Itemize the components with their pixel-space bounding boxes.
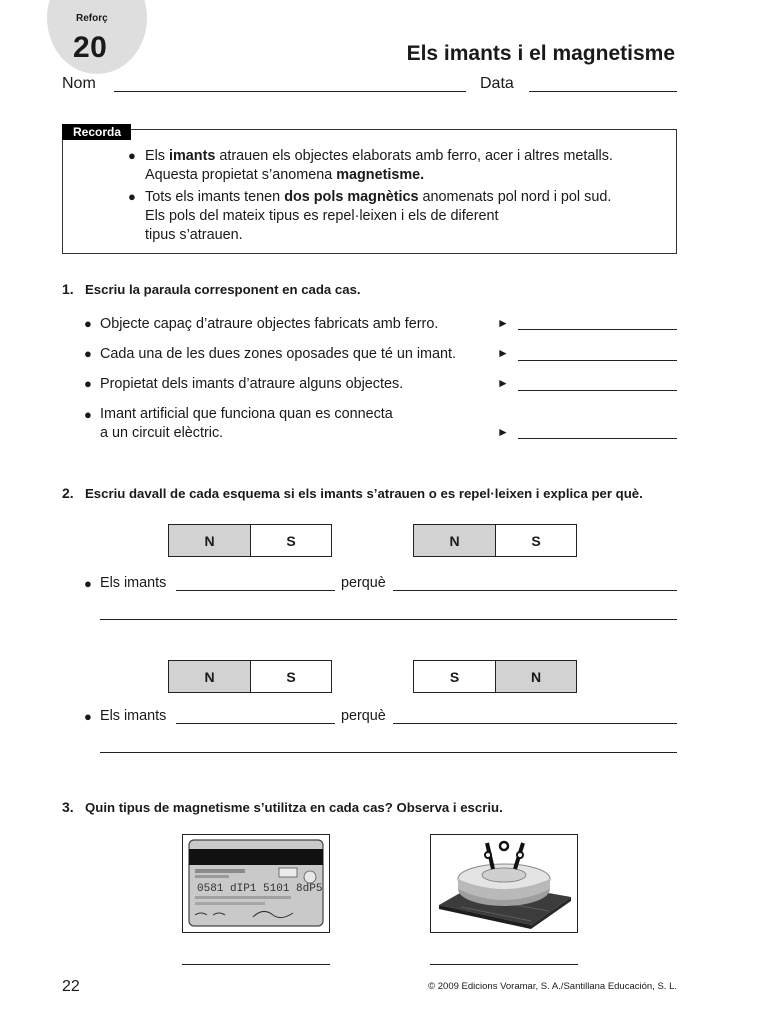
card-number: 0581 dIP1 5101 8dP5 — [197, 883, 323, 895]
bullet-icon: ● — [84, 709, 92, 724]
because-label: perquè — [341, 708, 386, 724]
magnet-diagram — [168, 660, 332, 693]
magnet-pole: S — [495, 525, 576, 556]
electromagnet-crane-picture — [430, 834, 578, 933]
remember-tag: Recorda — [62, 124, 131, 140]
section-label: Reforç — [76, 13, 108, 24]
bullet-icon: ● — [84, 346, 92, 361]
arrow-icon: ► — [497, 316, 509, 330]
answer-line[interactable] — [430, 964, 578, 965]
question-text: Escriu la paraula corresponent en cada cas. — [85, 282, 361, 297]
answer-line[interactable] — [176, 723, 335, 724]
bullet-icon: ● — [84, 407, 92, 422]
question-text: Quin tipus de magnetisme s’utilitza en cada cas? Observa i escriu. — [85, 800, 503, 815]
bullet-icon: ● — [84, 576, 92, 591]
answer-line[interactable] — [100, 619, 677, 620]
arrow-icon: ► — [497, 425, 509, 439]
q1-item: Objecte capaç d’atraure objectes fabricats amb ferro. — [100, 316, 439, 332]
unit-number: 20 — [73, 31, 108, 64]
magnet-pole: N — [169, 661, 250, 692]
bullet-icon: ● — [84, 316, 92, 331]
credit-card-icon — [183, 835, 329, 932]
question-number: 2. — [62, 485, 74, 501]
answer-line[interactable] — [100, 752, 677, 753]
question-number: 3. — [62, 799, 74, 815]
magnet-diagram — [413, 524, 577, 557]
bullet-icon: ● — [128, 189, 136, 204]
q1-item: Propietat dels imants d’atraure alguns objectes. — [100, 376, 404, 392]
electromagnet-crane-icon — [431, 835, 577, 932]
bullet-icon: ● — [84, 376, 92, 391]
arrow-icon: ► — [497, 376, 509, 390]
date-field[interactable] — [529, 91, 677, 92]
answer-line[interactable] — [518, 438, 677, 439]
magnet-pole: S — [250, 525, 331, 556]
magnet-pole: N — [169, 525, 250, 556]
sentence-start: Els imants — [100, 708, 167, 724]
answer-line[interactable] — [176, 590, 335, 591]
page-title: Els imants i el magnetisme — [406, 42, 675, 65]
copyright-notice: © 2009 Edicions Voramar, S. A./Santillana Educación, S. L. — [428, 981, 677, 992]
arrow-icon: ► — [497, 346, 509, 360]
name-field[interactable] — [114, 91, 466, 92]
magnet-diagram — [168, 524, 332, 557]
magnet-pole: S — [250, 661, 331, 692]
magnet-pole: N — [414, 525, 495, 556]
answer-line[interactable] — [393, 590, 677, 591]
name-label: Nom — [62, 75, 96, 92]
q1-item: Cada una de les dues zones oposades que té un imant. — [100, 346, 457, 362]
answer-line[interactable] — [393, 723, 677, 724]
answer-line[interactable] — [182, 964, 330, 965]
page-number: 22 — [62, 978, 80, 995]
magnet-pole: S — [449, 668, 460, 685]
question-number: 1. — [62, 281, 74, 297]
q1-item: Imant artificial que funciona quan es connecta a un circuit elèctric. — [100, 406, 393, 441]
date-label: Data — [480, 75, 514, 92]
because-label: perquè — [341, 575, 386, 591]
sentence-start: Els imants — [100, 575, 167, 591]
answer-line[interactable] — [518, 360, 677, 361]
magnet-pole: N — [495, 661, 576, 692]
answer-line[interactable] — [518, 390, 677, 391]
bullet-icon: ● — [128, 148, 136, 163]
remember-item: Els imants atrauen els objectes elaborats amb ferro, acer i altres metalls. Aquesta propietat s’anomena magnetisme. — [145, 148, 613, 183]
credit-card-picture — [182, 834, 330, 933]
remember-item: Tots els imants tenen dos pols magnètics anomenats pol nord i pol sud. Els pols del mateix tipus es repel·leixen i els de diferent tipus s’atrauen. — [145, 189, 612, 243]
answer-line[interactable] — [518, 329, 677, 330]
question-text: Escriu davall de cada esquema si els imants s’atrauen o es repel·leixen i explica per què. — [85, 486, 643, 501]
magnet-diagram — [413, 660, 577, 693]
